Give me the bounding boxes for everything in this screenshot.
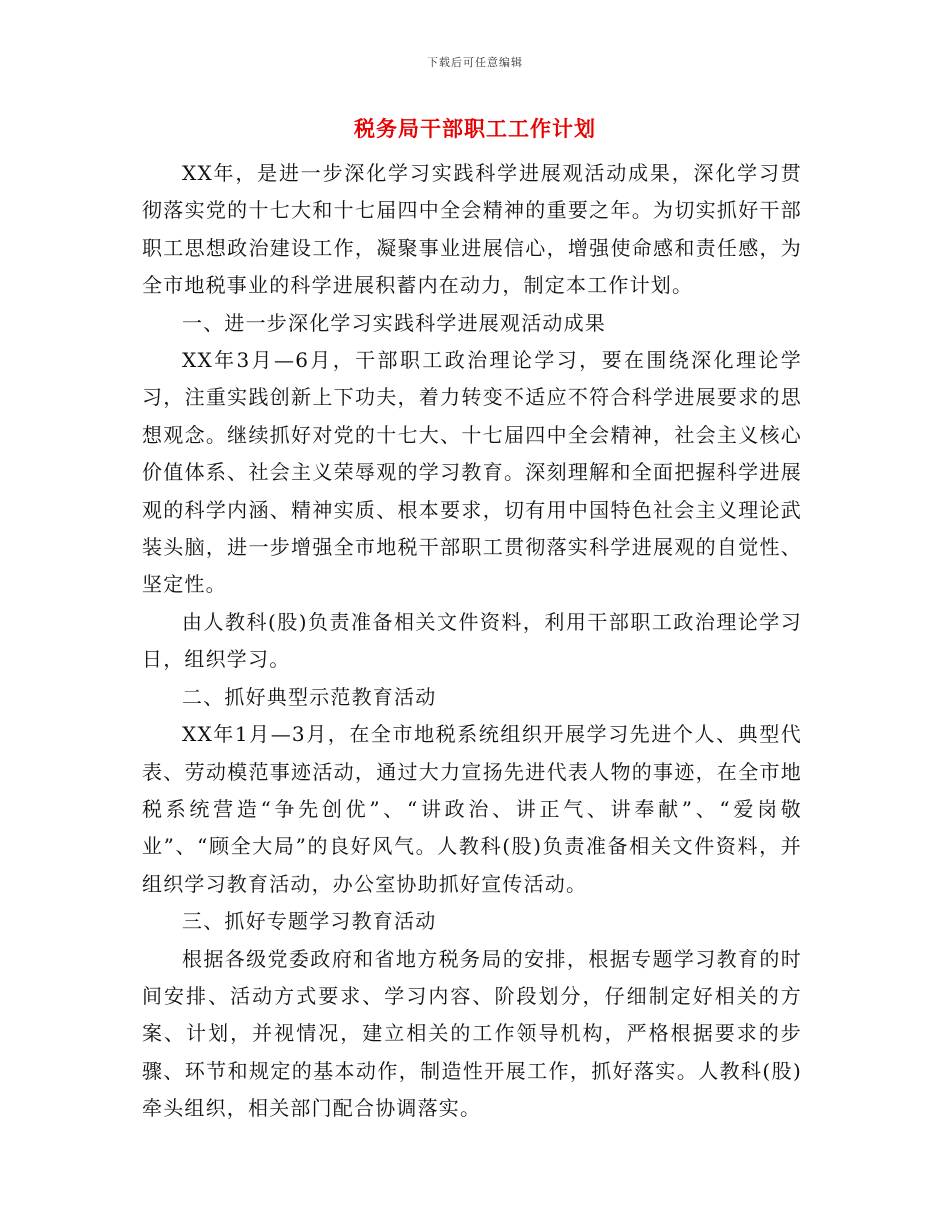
section-3-paragraph-1: 根据各级党委政府和省地方税务局的安排，根据专题学习教育的时间安排、活动方式要求、学习内容、阶段划分，仔细制定好相关的方案、计划，并视情况，建立相关的工作领导机构，严格根据要求的步骤、环节和规定的基本动作，制造性开展工作，抓好落实。人教科(股)牵头组织，相关部门配合协调落实。 xyxy=(142,946,802,1121)
section-2-paragraph-1: XX年1月—3月，在全市地税系统组织开展学习先进个人、典型代表、劳动模范事迹活动，通过大力宣扬先进代表人物的事迹，在全市地税系统营造“争先创优”、“讲政治、讲正气、讲奉献”、“爱岗敬业”、“顾全大局”的良好风气。人教科(股)负责准备相关文件资料，并组织学习教育活动，办公室协助抓好宣传活动。 xyxy=(142,722,802,896)
section-1-paragraph-2: 由人教科(股)负责准备相关文件资料，利用干部职工政治理论学习日，组织学习。 xyxy=(142,609,802,672)
section-1-paragraph-1: XX年3月—6月，干部职工政治理论学习，要在围绕深化理论学习，注重实践创新上下功夫，着力转变不适应不符合科学进展要求的思想观念。继续抓好对党的十七大、十七届四中全会精神，社会主义核心价值体系、社会主义荣辱观的学习教育。深刻理解和全面把握科学进展观的科学内涵、精神实质、根本要求，切有用中国特色社会主义理论武装头脑，进一步增强全市地税干部职工贯彻落实科学进展观的自觉性、坚定性。 xyxy=(142,348,802,597)
section-heading-1: 一、进一步深化学习实践科学进展观活动成果 xyxy=(182,310,606,335)
document-title: 税务局干部职工工作计划 xyxy=(354,116,596,141)
header-note: 下载后可任意编辑 xyxy=(427,56,523,69)
section-heading-3: 三、抓好专题学习教育活动 xyxy=(182,909,437,934)
intro-paragraph: XX年，是进一步深化学习实践科学进展观活动成果，深化学习贯彻落实党的十七大和十七届四中全会精神的重要之年。为切实抓好干部职工思想政治建设工作，凝聚事业进展信心，增强使命感和责任感，为全市地税事业的科学进展积蓄内在动力，制定本工作计划。 xyxy=(142,161,802,298)
document-body xyxy=(142,155,802,1128)
section-heading-2: 二、抓好典型示范教育活动 xyxy=(182,684,437,709)
